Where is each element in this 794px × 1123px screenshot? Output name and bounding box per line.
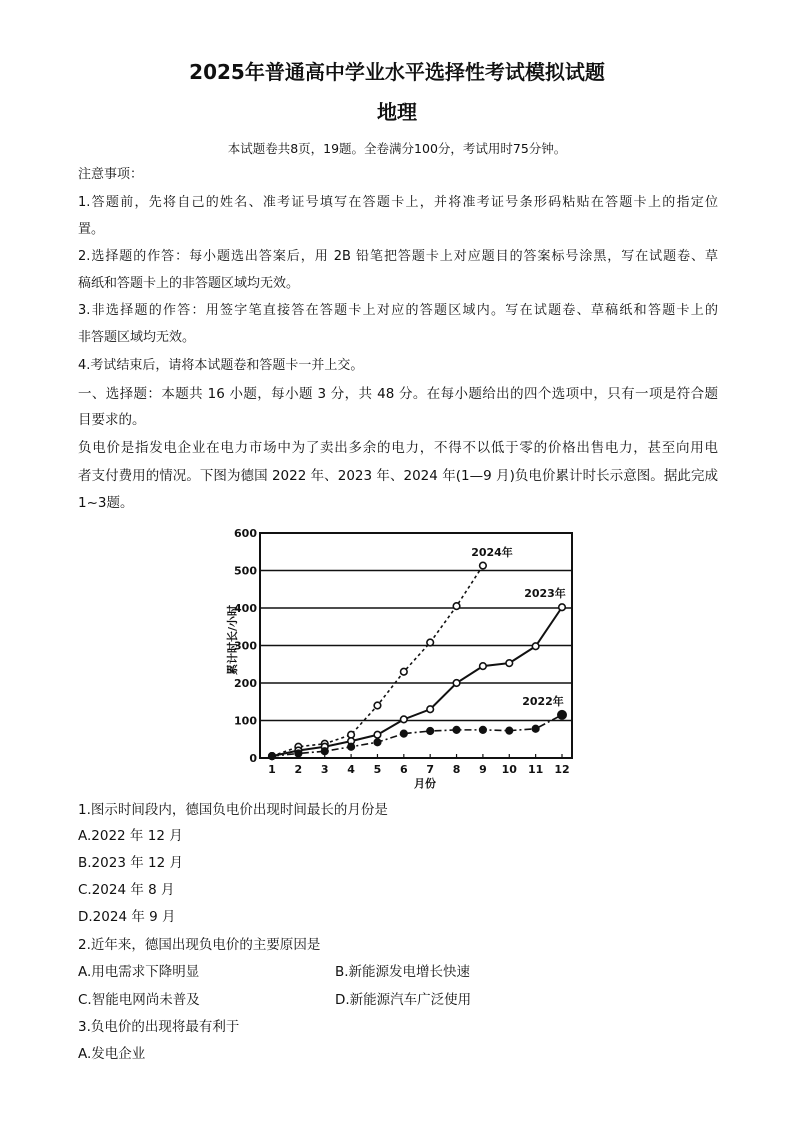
notice-line: 2.选择题的作答：每小题选出答案后，用 2B 铅笔把答题卡上对应题目的答案标号涂黑，写在试题卷、草 [78,249,718,264]
data-point [401,730,408,737]
x-tick-label: 8 [452,763,461,776]
data-point [427,728,434,735]
x-axis-title: 月份 [414,777,436,790]
data-point [559,604,566,611]
x-tick-label: 4 [347,763,355,776]
data-point [295,750,302,757]
y-tick-label: 200 [234,677,257,690]
notice-line: 1.答题前，先将自己的姓名、准考证号填写在答题卡上，并将准考证号条形码粘贴在答题卡上的指定位 [78,195,718,210]
passage-line: 1~3题。 [78,495,134,511]
question-option: C.2024 年 8 月 [78,882,175,898]
question-stem: 1.图示时间段内，德国负电价出现时间最长的月份是 [78,802,388,818]
subject-title: 地理 [377,100,417,124]
exam-info: 本试题卷共8页，19题。全卷满分100分，考试用时75分钟。 [227,141,567,156]
series-label: 2023年 [524,587,566,600]
y-axis-title: 累计时长/小时 [226,604,239,676]
notice-heading: 注意事项： [78,167,144,182]
data-point [558,711,566,719]
y-tick-label: 300 [234,639,257,653]
data-point [506,727,513,734]
x-tick-label: 7 [426,763,435,776]
question-stem: 3.负电价的出现将最有利于 [78,1019,240,1035]
exam-title: 2025年普通高中学业水平选择性考试模拟试题 [189,60,605,84]
y-tick-label: 100 [234,714,257,728]
x-tick-label: 11 [527,763,544,776]
question-option: A.用电需求下降明显 [78,964,200,980]
data-point [321,748,328,755]
data-point [506,660,513,667]
data-point [348,743,355,750]
data-point [480,727,487,734]
data-point [453,727,460,734]
series-line-2023年 [272,607,562,756]
data-point [401,716,408,723]
passage-line: 负电价是指发电企业在电力市场中为了卖出多余的电力，不得不以低于零的价格出售电力，甚至向用电 [78,440,718,456]
x-tick-label: 10 [501,763,517,776]
data-point [480,663,487,670]
x-tick-label: 6 [399,763,408,776]
data-point [269,753,276,760]
question-stem: 2.近年来，德国出现负电价的主要原因是 [78,937,321,953]
notice-line: 3.非选择题的作答：用签字笔直接答在答题卡上对应的答题区域内。写在试题卷、草稿纸和答题卡上的 [78,303,718,318]
question-option: B.新能源发电增长快速 [335,964,471,980]
y-tick-label: 0 [249,752,257,765]
question-option: A.发电企业 [78,1046,146,1062]
y-tick-label: 600 [234,527,257,540]
x-tick-label: 5 [373,763,382,776]
series-line-2024年 [272,566,483,757]
notice-line: 非答题区域均无效。 [78,330,196,345]
data-point [532,643,539,650]
x-tick-label: 2 [294,763,303,776]
negative-price-hours-chart [200,515,600,800]
x-tick-label: 1 [268,763,276,776]
data-point [374,739,381,746]
x-tick-label: 3 [320,763,329,776]
question-option: D.新能源汽车广泛使用 [335,992,472,1008]
passage-line: 者支付费用的情况。下图为德国 2022 年、2023 年、2024 年(1—9 月)负电价累计时长示意图。据此完成 [78,468,718,484]
data-point [453,603,460,610]
question-option: D.2024 年 9 月 [78,909,176,925]
notice-line: 4.考试结束后，请将本试题卷和答题卡一并上交。 [78,358,364,373]
section-heading: 目要求的。 [78,412,146,428]
question-option: B.2023 年 12 月 [78,855,183,871]
series-label: 2022年 [522,695,564,708]
data-point [532,725,539,732]
notice-line: 置。 [78,222,105,237]
series-label: 2024年 [471,546,513,559]
y-tick-label: 500 [234,564,257,578]
y-tick-label: 400 [234,602,257,615]
question-option: A.2022 年 12 月 [78,828,183,844]
data-point [401,668,408,675]
data-point [374,702,381,709]
x-tick-label: 9 [479,763,487,776]
section-heading: 一、选择题：本题共 16 小题，每小题 3 分，共 48 分。在每小题给出的四个选项中，只有一项是符合题 [78,386,718,402]
x-tick-label: 12 [554,763,570,776]
data-point [427,706,434,713]
data-point [427,639,434,646]
data-point [480,562,487,569]
notice-line: 稿纸和答题卡上的非答题区域均无效。 [78,276,300,291]
data-point [374,731,381,738]
data-point [453,680,460,687]
question-option: C.智能电网尚未普及 [78,992,200,1008]
